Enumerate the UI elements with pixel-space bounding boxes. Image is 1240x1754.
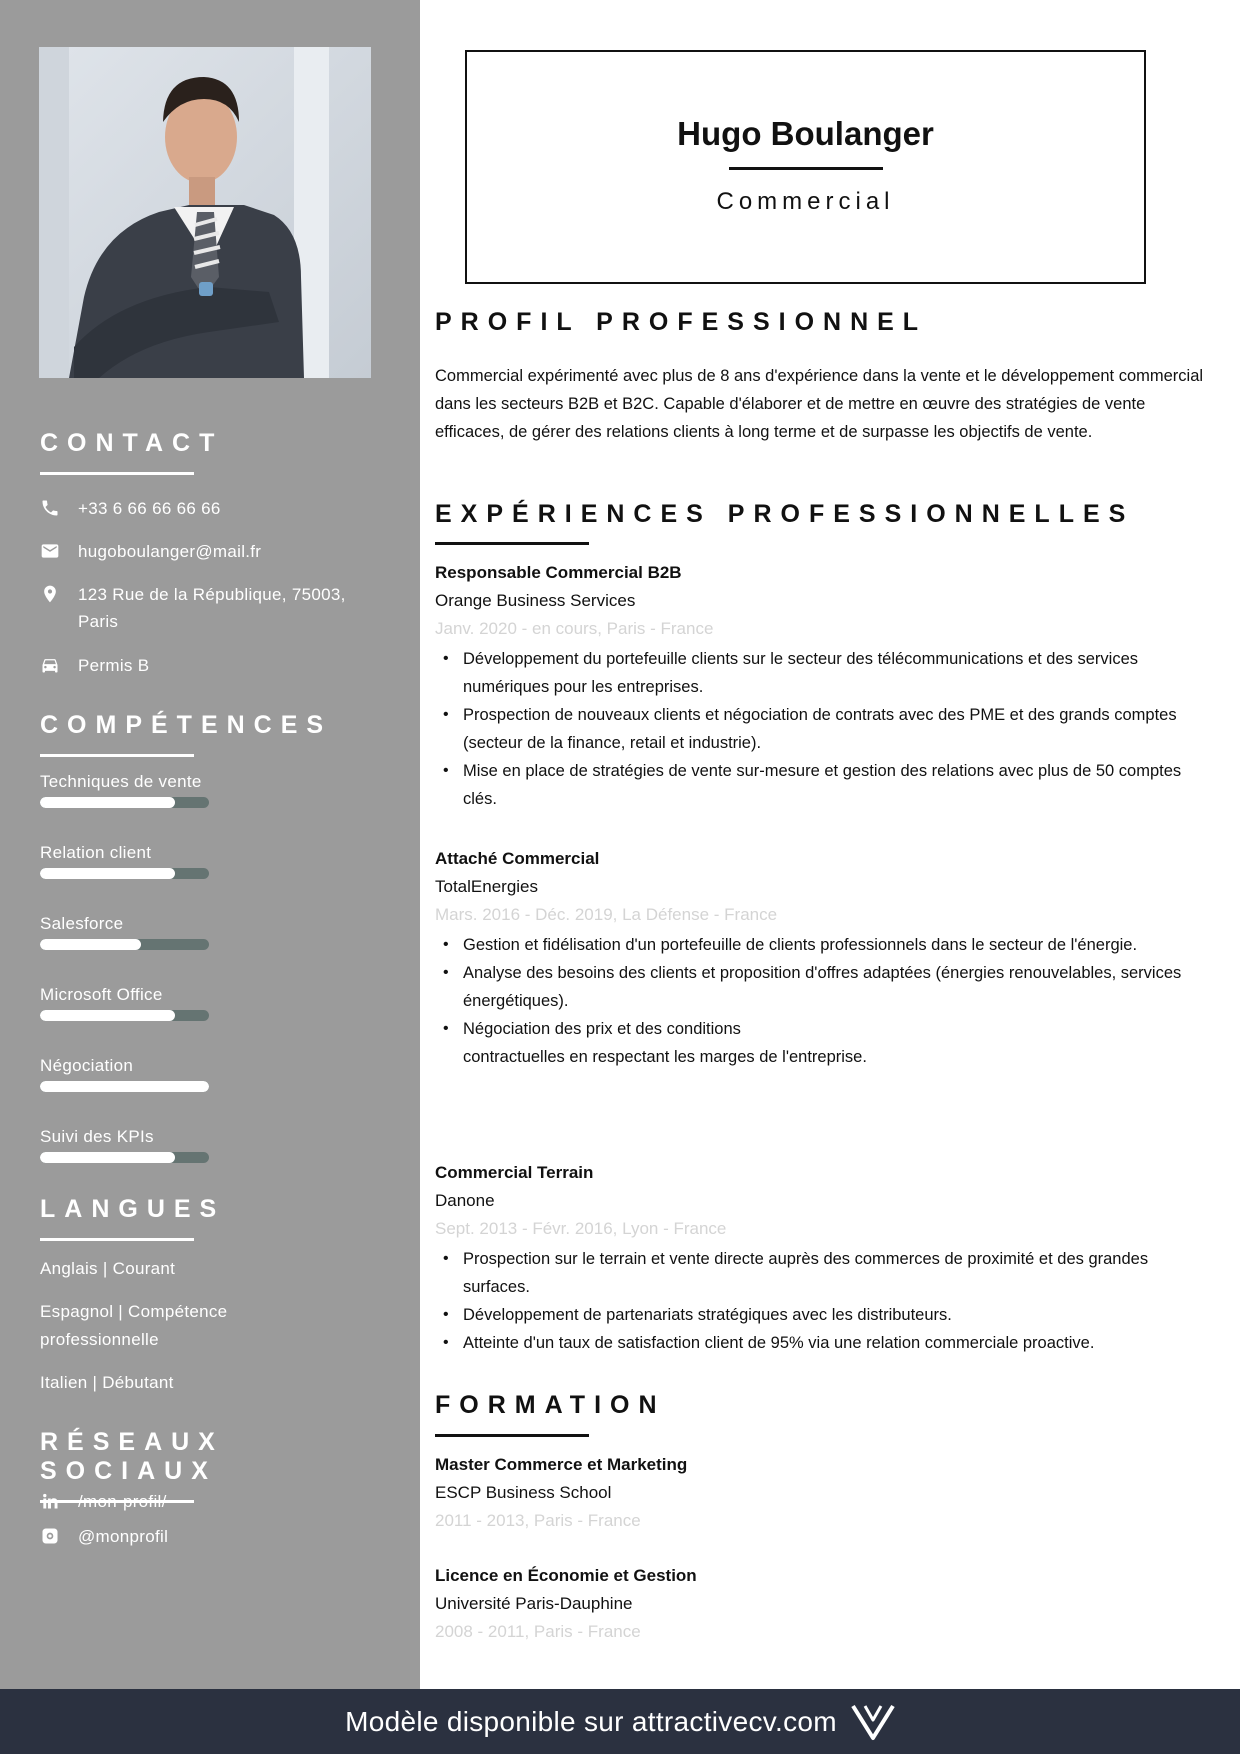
skill-bar <box>40 1010 209 1021</box>
skill-label: Microsoft Office <box>40 985 163 1004</box>
contact-license <box>40 652 368 679</box>
education-heading: FORMATION <box>435 1391 666 1419</box>
languages-heading: LANGUES <box>40 1195 226 1223</box>
sidebar <box>0 0 420 1689</box>
skill-bar <box>40 1152 209 1163</box>
skills-heading: COMPÉTENCES <box>40 711 333 739</box>
contact-section <box>40 429 380 475</box>
job-title: Commercial Terrain <box>435 1163 594 1182</box>
experience-heading: EXPÉRIENCES PROFESSIONNELLES <box>435 500 1135 528</box>
phone-text: +33 6 66 66 66 66 <box>78 499 221 518</box>
skill-item <box>40 771 210 808</box>
school-name: Université Paris-Dauphine <box>435 1594 633 1613</box>
skill-item <box>40 984 210 1021</box>
profile-text: Commercial expérimenté avec plus de 8 ans d'expérience dans la vente et le développement commercial dans les secteurs B2B et B2C. Capable d'élaborer et de mettre en œuvre des stratégies de vente efficaces, de gérer des relations clients à long terme et de surpasse les objectifs de vente. <box>435 367 1204 441</box>
language-item: Espagnol | Compétence professionnelle <box>40 1302 228 1349</box>
name-box <box>465 50 1146 284</box>
attractivecv-logo-icon <box>851 1703 895 1741</box>
social-heading: RÉSEAUX SOCIAUX <box>40 1428 224 1485</box>
degree-title: Master Commerce et Marketing <box>435 1455 688 1474</box>
job-meta: Janv. 2020 - en cours, Paris - France <box>435 619 714 638</box>
skill-bar <box>40 797 209 808</box>
education-entry <box>435 1451 1225 1535</box>
job-bullet: • Négociation des prix et des conditions contractuelles en respectant les marges de l'entreprise. <box>435 1015 1210 1071</box>
skill-bar <box>40 868 209 879</box>
job-entry <box>435 559 1225 813</box>
skill-item <box>40 1055 210 1092</box>
skill-fill <box>40 1081 209 1092</box>
job-company: Orange Business Services <box>435 591 636 610</box>
name-underline <box>729 167 883 170</box>
job-bullet: • Gestion et fidélisation d'un portefeuille de clients professionnels dans le secteur de l'énergie. <box>435 931 1210 959</box>
education-meta: 2011 - 2013, Paris - France <box>435 1511 641 1530</box>
job-title: Attaché Commercial <box>435 849 600 868</box>
skill-item <box>40 913 210 950</box>
skill-label: Relation client <box>40 843 152 862</box>
education-meta: 2008 - 2011, Paris - France <box>435 1622 641 1641</box>
instagram-text: @monprofil <box>78 1527 169 1546</box>
car-icon <box>40 655 60 675</box>
skill-label: Techniques de vente <box>40 772 202 791</box>
email-text: hugoboulanger@mail.fr <box>78 542 262 561</box>
education-underline <box>435 1434 589 1437</box>
job-entry <box>435 1159 1225 1357</box>
languages-section <box>40 1195 380 1241</box>
social-list <box>40 1488 380 1568</box>
contact-email <box>40 538 368 565</box>
contact-phone <box>40 495 368 522</box>
email-icon <box>40 541 60 561</box>
instagram-icon <box>40 1526 60 1546</box>
languages-underline <box>40 1238 194 1241</box>
skills-section <box>40 711 380 757</box>
linkedin-icon <box>40 1491 60 1511</box>
skill-fill <box>40 939 141 950</box>
candidate-name: Hugo Boulanger <box>677 115 934 152</box>
skill-fill <box>40 797 175 808</box>
contact-underline <box>40 472 194 475</box>
address-text: 123 Rue de la République, 75003, Paris <box>78 585 346 631</box>
job-entry <box>435 845 1225 1071</box>
skill-fill <box>40 1152 175 1163</box>
skill-label: Négociation <box>40 1056 134 1075</box>
skill-fill <box>40 868 175 879</box>
profile-heading: PROFIL PROFESSIONNEL <box>435 308 928 336</box>
skill-bar <box>40 1081 209 1092</box>
school-name: ESCP Business School <box>435 1483 612 1502</box>
skill-item <box>40 842 210 879</box>
license-text: Permis B <box>78 656 150 675</box>
job-bullet: • Atteinte d'un taux de satisfaction client de 95% via une relation commerciale proactive. <box>435 1329 1210 1357</box>
degree-title: Licence en Économie et Gestion <box>435 1566 697 1585</box>
main-content <box>420 0 1240 1689</box>
job-company: TotalEnergies <box>435 877 539 896</box>
social-instagram[interactable] <box>40 1523 368 1550</box>
job-bullets <box>435 645 1225 813</box>
language-item: Italien | Débutant <box>40 1373 174 1392</box>
job-meta: Mars. 2016 - Déc. 2019, La Défense - France <box>435 905 778 924</box>
job-bullets <box>435 931 1225 1071</box>
experience-underline <box>435 542 589 545</box>
job-bullet: • Analyse des besoins des clients et proposition d'offres adaptées (énergies renouvelables, services énergétiques). <box>435 959 1210 1015</box>
profile-photo <box>39 47 371 378</box>
language-item: Anglais | Courant <box>40 1259 176 1278</box>
skill-label: Salesforce <box>40 914 124 933</box>
social-linkedin[interactable] <box>40 1488 368 1515</box>
skill-item <box>40 1126 210 1163</box>
job-bullet: • Développement du portefeuille clients sur le secteur des télécommunications et des services numériques pour les entreprises. <box>435 645 1210 701</box>
footer-text: Modèle disponible sur attractivecv.com <box>345 1705 837 1737</box>
job-bullets <box>435 1245 1225 1357</box>
contact-list <box>40 495 380 695</box>
job-bullet: • Mise en place de stratégies de vente sur-mesure et gestion des relations avec plus de 50 comptes clés. <box>435 757 1210 813</box>
contact-heading: CONTACT <box>40 429 224 457</box>
location-pin-icon <box>40 584 60 604</box>
job-bullet: • Développement de partenariats stratégiques avec les distributeurs. <box>435 1301 1210 1329</box>
skill-fill <box>40 1010 175 1021</box>
job-company: Danone <box>435 1191 495 1210</box>
skills-list <box>40 771 380 1171</box>
phone-icon <box>40 498 60 518</box>
footer-banner[interactable] <box>0 1689 1240 1754</box>
job-title: Responsable Commercial B2B <box>435 563 682 582</box>
candidate-title: Commercial <box>716 188 895 215</box>
linkedin-text: /mon-profil/ <box>78 1492 167 1511</box>
skill-bar <box>40 939 209 950</box>
education-entry <box>435 1562 1225 1646</box>
contact-address <box>40 581 358 635</box>
job-bullet: • Prospection de nouveaux clients et négociation de contrats avec des PME et des grands comptes (secteur de la finance, retail et industrie). <box>435 701 1210 757</box>
job-bullet: • Prospection sur le terrain et vente directe auprès des commerces de proximité et des grandes surfaces. <box>435 1245 1210 1301</box>
skills-underline <box>40 754 194 757</box>
skill-label: Suivi des KPIs <box>40 1127 154 1146</box>
job-meta: Sept. 2013 - Févr. 2016, Lyon - France <box>435 1219 727 1238</box>
languages-list <box>40 1255 380 1395</box>
